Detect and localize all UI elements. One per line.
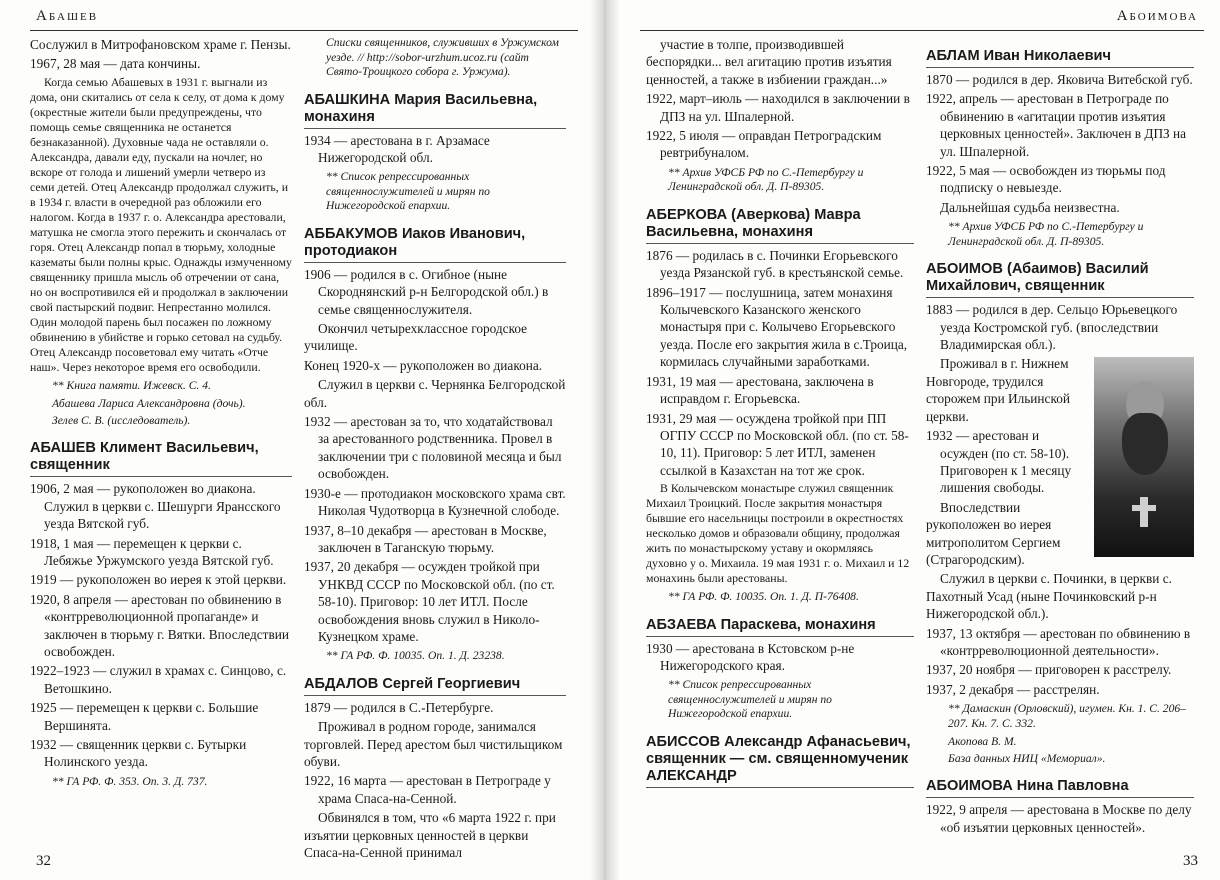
entry-text: 1906 — родился в с. Огибное (ныне Скороднянский р-н Белгородской обл.) в семье священнослужителя. xyxy=(304,266,549,317)
entry-heading: АБДАЛОВ Сергей Георгиевич xyxy=(304,675,521,692)
source-citation: ** Архив УФСБ РФ по С.-Петербургу и Ленинградской обл. Д. П-89305. xyxy=(668,165,864,194)
entry-text: 1932 — священник церкви с. Бутырки Нолинского уезда. xyxy=(30,737,247,770)
entry-text: 1925 — перемещен к церкви с. Большие Вершинята. xyxy=(30,700,259,733)
entry-text: 1937, 20 декабря — осужден тройкой при УНКВД СССР по Московской обл. (по ст. 58-10). Приговор: 10 лет ИТЛ. После освобождения вновь служил в Николо-Кузнецком храме. xyxy=(304,559,555,644)
header-rule-left xyxy=(30,30,578,31)
narrative-paragraph: Когда семью Абашевых в 1931 г. выгнали из дома, они скитались от села к селу, от дома к дому (окрестные жители были предупреждены, что помощь семье священника не останется безнаказанной). Духовные чада не оставляли о. Александра, давали еду, пускали на ночлег, но вскоре от голода и лишений умерли четверо из семи детей. Отец Александр продолжал служить, и в 1934 г. власти в очередной раз обложили его налогом. Когда в 1937 г. о. Александра арестовали, матушка не смогла этого пережить и скончалась от горя. Отец Александр попал в тюрьму, холодные казематы были полны крыс. Однажды измученному священнику пришла мысль об отречении от сана, но он воспротивился ей и продолжал в заключении свой пастырский подвиг. Непрестанно молился. Один молодой парень был посажен по ложному обвинению в убийстве и горько сетовал на судьбу. Отец Александр посоветовал ему читать «Отче наш». Через некоторое время его освободили. xyxy=(30,74,292,374)
entry-heading: АБЛАМ Иван Николаевич xyxy=(926,48,1112,64)
entry-text: Дальнейшая судьба неизвестна. xyxy=(940,199,1120,215)
left-page-column-1 xyxy=(30,36,292,862)
entry-text: 1922, 16 марта — арестован в Петрограде у храма Спаса-на-Сенной. xyxy=(304,773,551,806)
entry-text: 1922, март–июль — находился в заключении в ДПЗ на ул. Шпалерной. xyxy=(646,91,910,124)
entry-text: 1918, 1 мая — перемещен к церкви с. Лебяжье Уржумского уезда Вятской губ. xyxy=(30,535,274,568)
entry-text: 1919 — рукоположен во иерея к этой церкви. xyxy=(30,572,287,588)
entry-text: 1870 — родился в дер. Яковича Витебской губ. xyxy=(926,72,1193,87)
running-head-right: Абоимова xyxy=(1116,8,1198,24)
entry-text: 1922, 9 апреля — арестована в Москве по делу «об изъятии церковных ценностей». xyxy=(926,802,1192,835)
entry-text: 1931, 19 мая — арестована, заключена в исправдом г. Егорьевска. xyxy=(646,373,874,407)
left-page-column-2 xyxy=(304,36,566,862)
entry-text: 1937, 13 октября — арестован по обвинению в «контрреволюционной деятельности». xyxy=(926,625,1191,658)
source-citation: ** ГА РФ. Ф. 10035. Оп. 1. Д. 23238. xyxy=(326,649,505,663)
source-citation: ** Книга памяти. Ижевск. С. 4. xyxy=(52,378,211,392)
entry-text: Служил в церкви с. Починки, в церкви с. Пахотный Усад (ныне Починковский р-н Нижегородской обл.). xyxy=(926,571,1172,622)
entry-text: 1883 — родился в дер. Сельцо Юрьевецкого уезда Костромской губ. (впоследствии Владимирская обл.). xyxy=(926,302,1178,353)
entry-rule xyxy=(926,67,1194,68)
entry-text: Сослужил в Митрофановском храме г. Пензы. xyxy=(30,37,291,52)
entry-heading: АБОИМОВА Нина Павловна xyxy=(926,778,1129,795)
entry-text: 1922, апрель — арестован в Петрограде по обвинению в «агитации против изъятия церковных ценностей». Заключен в ДПЗ на ул. Шпалерной. xyxy=(926,91,1187,159)
entry-text: 1934 — арестована в г. Арзамасе Нижегородской обл. xyxy=(304,132,490,165)
entry-rule xyxy=(646,243,914,244)
entry-heading: АБАШЕВ Климент Васильевич, священник xyxy=(30,440,259,474)
entry-text: 1937, 8–10 декабря — арестован в Москве, заключен в Таганскую тюрьму. xyxy=(304,522,547,555)
entry-text: Проживал в родном городе, занимался торговлей. Перед арестом был чистильщиком обуви. xyxy=(304,719,563,770)
entry-heading: АБАШКИНА Мария Васильевна, монахиня xyxy=(304,91,538,125)
entry-rule xyxy=(304,695,566,696)
entry-text: 1922, 5 мая — освобожден из тюрьмы под подписку о невыезде. xyxy=(926,163,1166,196)
entry-heading: АБОИМОВ (Абаимов) Василий Михайлович, священник xyxy=(926,261,1149,295)
source-citation: ** Дамаскин (Орловский), игумен. Кн. 1. С. 206–207. Кн. 7. С. 332. xyxy=(948,702,1186,730)
entry-text: 1937, 2 декабря — расстрелян. xyxy=(926,681,1100,697)
entry-heading: АБИССОВ Александр Афанасьевич, священник — см. священномученик АЛЕКСАНДР xyxy=(646,733,911,784)
source-citation: ** Архив УФСБ РФ по С.-Петербургу и Ленинградской обл. Д. П-89305. xyxy=(948,220,1144,248)
pectoral-crossbar xyxy=(1132,505,1156,511)
entry-text: 1876 — родилась в с. Починки Егорьевского уезда Рязанской губ. в крестьянской семье. xyxy=(646,247,904,281)
page-number-right: 33 xyxy=(1183,853,1198,869)
portrait-beard xyxy=(1122,413,1168,475)
entry-text: 1879 — родился в С.-Петербурге. xyxy=(304,699,494,715)
entry-heading: АББАКУМОВ Иаков Иванович, протодиакон xyxy=(304,225,526,259)
entry-text: участие в толпе, производившей беспорядки... вел агитацию против изъятия ценностей, а также в избиении граждан...» xyxy=(646,37,892,87)
entry-text: Конец 1920-х — рукоположен во диакона. xyxy=(304,357,543,373)
running-head-left: Абашев xyxy=(36,8,99,24)
priest-portrait-photo xyxy=(1094,357,1194,557)
left-page xyxy=(0,0,600,880)
entry-rule xyxy=(926,297,1194,298)
entry-text: Проживал в г. Нижнем Новгороде, трудился сторожем при Ильинской церкви. xyxy=(926,356,1070,424)
entry-rule xyxy=(30,476,292,477)
source-citation: Списки священников, служивших в Уржумском уезде. // http://sobor-urzhum.ucoz.ru (сайт Свято-Троицкого собора г. Уржума). xyxy=(326,36,559,78)
right-column-2-top xyxy=(926,48,1194,353)
pectoral-cross-icon xyxy=(1140,497,1148,527)
entry-text: 1906, 2 мая — рукоположен во диакона. Служил в церкви с. Шешурги Ярансского уезда Вятской губ. xyxy=(30,481,281,532)
source-citation: Абашева Лариса Александровна (дочь). xyxy=(52,397,246,411)
header-rule-right xyxy=(640,30,1204,31)
entry-text: 1930 — арестована в Кстовском р-не Нижегородского края. xyxy=(646,640,855,674)
narrative-paragraph: В Колычевском монастыре служил священник Михаил Троицкий. После закрытия монастыря бывшие его насельницы построили в окрестностях несколько домов и образовали общину, продолжая жить по монастырскому уставу и окормляясь духовно у о. Михаила. 19 мая 1931 г. о. Михаил и 12 монахинь были арестованы. xyxy=(646,481,910,586)
entry-text: 1931, 29 мая — осуждена тройкой при ПП ОГПУ СССР по Московской обл. (по ст. 58-10, 11). Приговор: 5 лет ИТЛ, заменен ссылкой в Казахстан на тот же срок. xyxy=(646,410,909,478)
source-citation: ** Список репрессированных священнослужителей и мирян по Нижегородской епархии. xyxy=(326,170,490,213)
source-citation: Акопова В. М. xyxy=(948,735,1017,749)
source-citation: ** ГА РФ. Ф. 353. Оп. 3. Д. 737. xyxy=(52,774,208,788)
entry-text: Служил в церкви с. Чернянка Белгородской обл. xyxy=(304,377,566,410)
source-citation: Зелев С. В. (исследователь). xyxy=(52,413,191,427)
source-citation: База данных НИЦ «Мемориал». xyxy=(948,751,1106,765)
entry-text: 1937, 20 ноября — приговорен к расстрелу. xyxy=(926,662,1172,678)
right-page-column-1 xyxy=(646,36,914,862)
entry-rule xyxy=(304,128,566,129)
entry-text: 1932 — арестован и осужден (по ст. 58-10). Приговорен к 1 месяцу лишения свободы. xyxy=(926,428,1072,496)
right-page-column-2 xyxy=(926,36,1194,862)
entry-rule xyxy=(926,797,1194,798)
entry-text: 1896–1917 — послушница, затем монахиня Колычевского Казанского женского монастыря при с. Колычево Егорьевского уезда. После его закрытия жила в с.Троица, кормилась случайными заработками. xyxy=(646,284,908,370)
entry-heading: АБЗАЕВА Параскева, монахиня xyxy=(646,616,876,633)
source-citation: ** ГА РФ. Ф. 10035. Оп. 1. Д. П-76408. xyxy=(668,590,859,604)
entry-text: Окончил четырехклассное городское училище. xyxy=(304,321,528,354)
entry-text: 1920, 8 апреля — арестован по обвинению в «контрреволюционной пропаганде» и заключен в тюрьму г. Вятки. Впоследствии освобожден. xyxy=(30,591,289,659)
right-page xyxy=(612,0,1220,880)
entry-text: 1922–1923 — служил в храмах с. Синцово, с. Ветошкино. xyxy=(30,663,287,696)
entry-text: 1922, 5 июля — оправдан Петроградским ревтрибуналом. xyxy=(646,128,882,161)
source-citation: ** Список репрессированных священнослужителей и мирян по Нижегородской епархии. xyxy=(668,678,832,721)
entry-text: 1932 — арестован за то, что ходатайствовал за арестованного родственника. Провел в заключении три с половиной месяца и был освобожден. xyxy=(304,414,562,482)
entry-rule xyxy=(646,636,914,637)
entry-heading: АБЕРКОВА (Аверкова) Мавра Васильевна, монахиня xyxy=(646,206,861,240)
entry-rule xyxy=(646,787,914,788)
entry-text: Впоследствии рукоположен во иерея митрополитом Сергием (Страгородским). xyxy=(926,499,1061,567)
page-number-left: 32 xyxy=(36,853,51,869)
entry-rule xyxy=(304,262,566,263)
entry-text: Обвинялся в том, что «6 марта 1922 г. при изъятии церковных ценностей в церкви Спаса-на-Сенной принимал xyxy=(304,810,556,861)
entry-text: 1967, 28 мая — дата кончины. xyxy=(30,56,201,72)
entry-text: 1930-е — протодиакон московского храма свт. Николая Чудотворца в Кузнечной слободе. xyxy=(304,485,566,519)
